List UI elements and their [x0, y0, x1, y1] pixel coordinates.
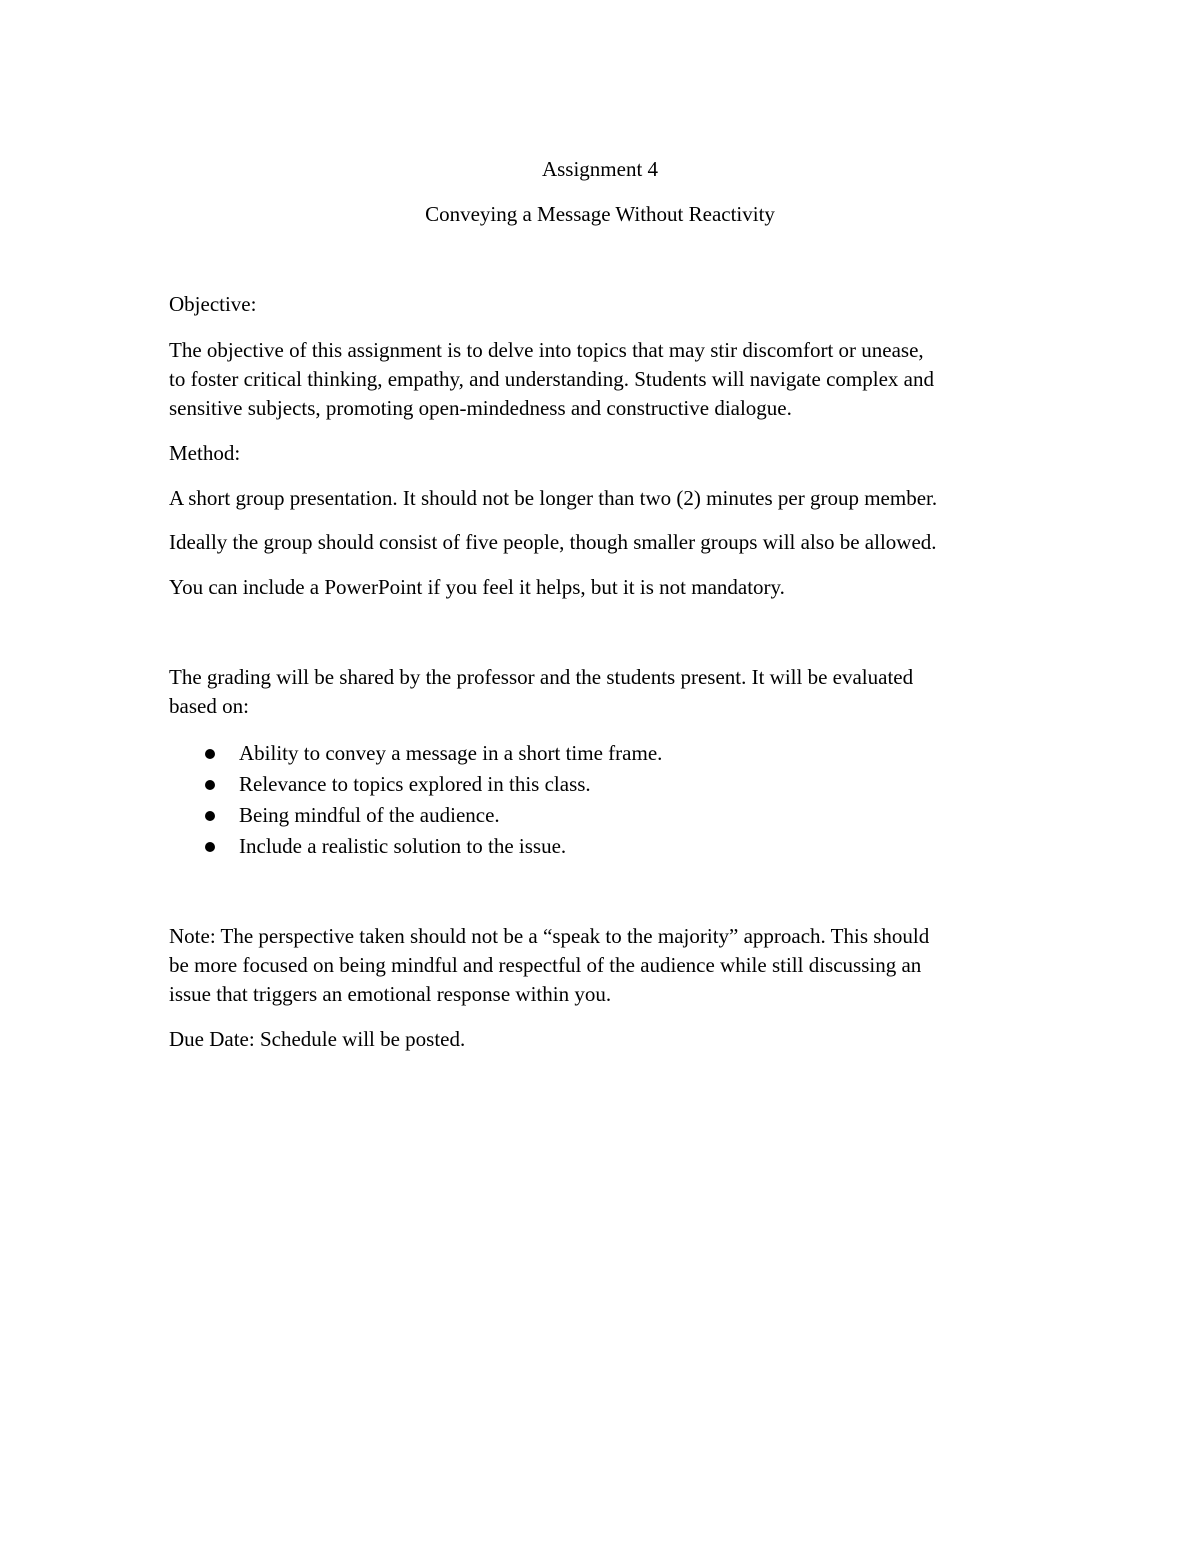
criterion-text: Ability to convey a message in a short time frame.	[239, 741, 663, 765]
grading-line: based on:	[169, 694, 249, 718]
assignment-subtitle: Conveying a Message Without Reactivity	[425, 202, 775, 226]
list-item	[169, 770, 662, 801]
bullet-icon	[205, 811, 215, 821]
note-line: Note: The perspective taken should not be a “speak to the majority” approach. This should	[169, 924, 930, 948]
method-group-size: Ideally the group should consist of five people, though smaller groups will also be allowed.	[169, 530, 937, 554]
note-line: be more focused on being mindful and respectful of the audience while still discussing an	[169, 953, 922, 977]
list-item	[169, 832, 662, 863]
bullet-icon	[205, 842, 215, 852]
bullet-icon	[205, 749, 215, 759]
note-line: issue that triggers an emotional response within you.	[169, 982, 612, 1006]
objective-paragraph	[169, 336, 1049, 423]
grading-criteria-list	[169, 739, 662, 863]
method-heading: Method:	[169, 441, 241, 465]
method-powerpoint: You can include a PowerPoint if you feel it helps, but it is not mandatory.	[169, 575, 785, 599]
method-presentation-length: A short group presentation. It should not be longer than two (2) minutes per group member.	[169, 486, 938, 510]
criterion-text: Include a realistic solution to the issue.	[239, 834, 567, 858]
list-item	[169, 739, 662, 770]
assignment-title: Assignment 4	[541, 157, 659, 181]
objective-line: The objective of this assignment is to delve into topics that may stir discomfort or unease,	[169, 338, 924, 362]
bullet-icon	[205, 780, 215, 790]
grading-paragraph	[169, 663, 1049, 721]
objective-heading: Objective:	[169, 292, 257, 316]
criterion-text: Being mindful of the audience.	[239, 803, 500, 827]
objective-line: to foster critical thinking, empathy, and understanding. Students will navigate complex and	[169, 367, 934, 391]
due-date: Due Date: Schedule will be posted.	[169, 1027, 466, 1051]
objective-line: sensitive subjects, promoting open-mindedness and constructive dialogue.	[169, 396, 792, 420]
grading-line: The grading will be shared by the professor and the students present. It will be evaluated	[169, 665, 914, 689]
note-paragraph	[169, 922, 1049, 1009]
criterion-text: Relevance to topics explored in this class.	[239, 772, 591, 796]
list-item	[169, 801, 662, 832]
